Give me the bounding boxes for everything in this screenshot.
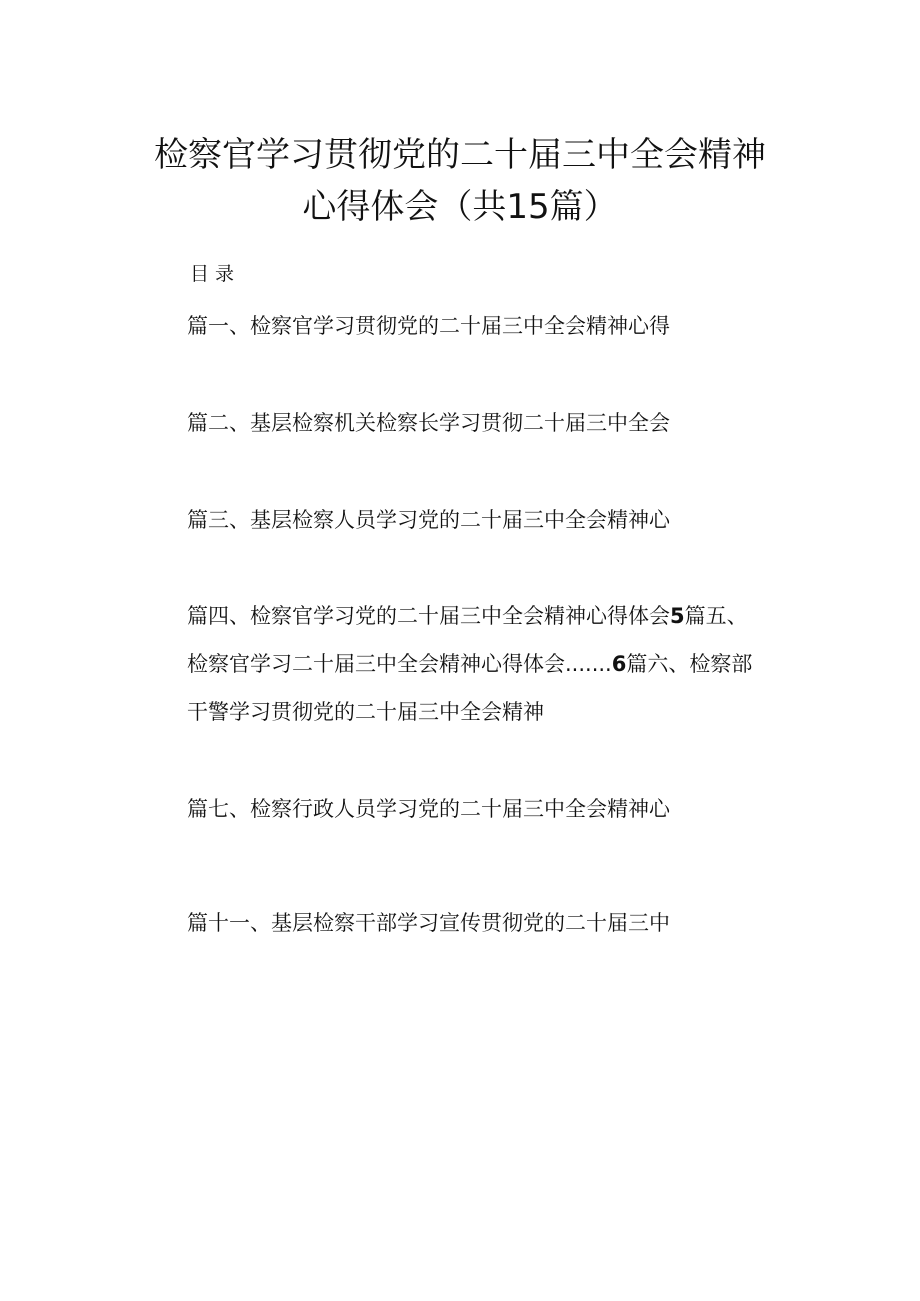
toc-entry[interactable]: 篇十一、基层检察干部学习宣传贯彻党的二十届三中 — [187, 911, 670, 935]
toc-heading: 目录 — [190, 263, 241, 285]
toc-entry[interactable]: 篇七、检察行政人员学习党的二十届三中全会精神心 — [187, 797, 670, 821]
toc-entry-text: 篇六、检察部 — [626, 652, 753, 676]
toc-entry[interactable]: 干警学习贯彻党的二十届三中全会精神 — [187, 700, 544, 724]
document-title-line-2: 心得体会（共15篇） — [302, 187, 618, 227]
toc-entry[interactable] — [187, 651, 807, 677]
toc-entry-text: 篇五、 — [684, 604, 748, 628]
document-title-line-1: 检察官学习贯彻党的二十届三中全会精神 — [154, 135, 766, 175]
toc-entry[interactable]: 篇二、基层检察机关检察长学习贯彻二十届三中全会 — [187, 411, 670, 435]
toc-page-number: 5 — [670, 604, 685, 628]
toc-entry-text: 篇四、检察官学习党的二十届三中全会精神心得体会 — [187, 604, 670, 628]
toc-entry[interactable]: 篇三、基层检察人员学习党的二十届三中全会精神心 — [187, 508, 670, 532]
toc-page-number: 6 — [611, 652, 627, 676]
toc-entry[interactable]: 篇一、检察官学习贯彻党的二十届三中全会精神心得 — [187, 314, 670, 338]
toc-entry[interactable] — [187, 603, 807, 629]
toc-entry-text: 检察官学习二十届三中全会精神心得体会....... — [187, 652, 612, 676]
